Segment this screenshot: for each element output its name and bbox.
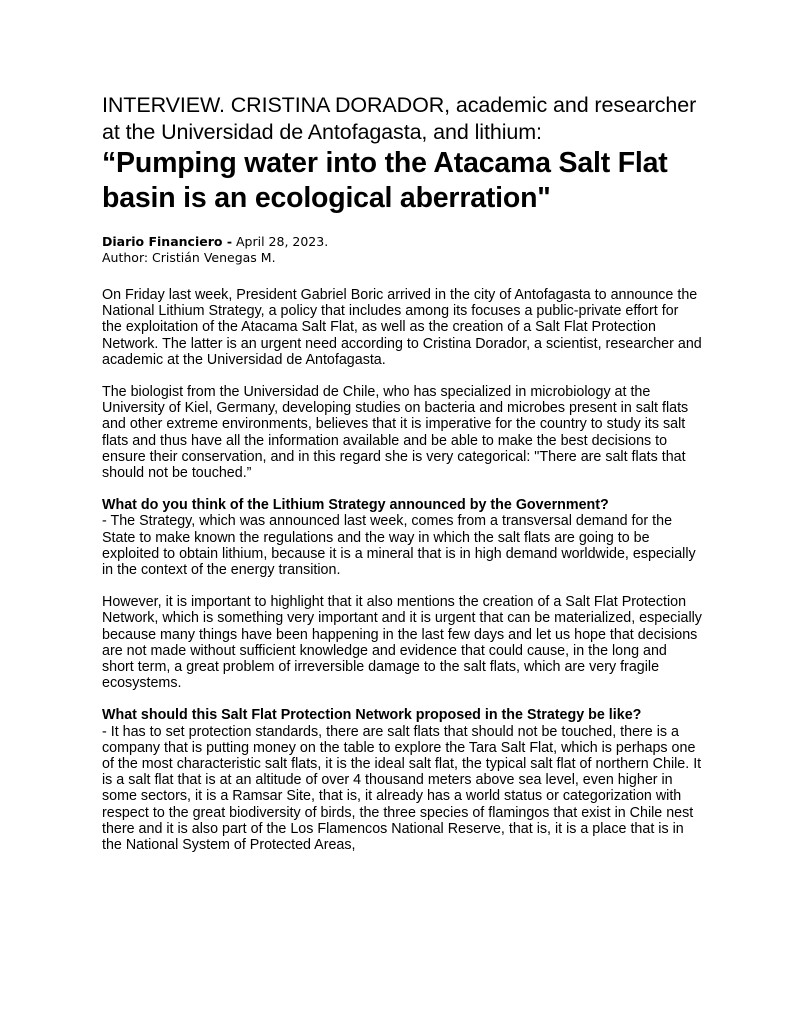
article-headline: “Pumping water into the Atacama Salt Flat basin is an ecological aberration" — [102, 147, 668, 214]
interview-answer: - It has to set protection standards, there are salt flats that should not be touched, there is a company that is putting money on the table to explore the Tara Salt Flat, which is perhaps one of the most characteristic salt flats, it is the ideal salt flat, the typical salt flat of northern Chile. It is a salt flat that is at an altitude of over 4 thousand meters above sea level, even higher in some sectors, it is a Ramsar Site, that is, it already has a world status or categorization with respect to the great biodiversity of birds, the three species of flamingos that exist in Chile nest there and it is also part of the Los Flamencos National Reserve, that is, it is a place that is in the National System of Protected Areas, — [102, 723, 702, 854]
interview-answer: However, it is important to highlight that it also mentions the creation of a Salt Flat Protection Network, which is something very important and it is urgent that can be materialized, especially because many things have been happening in the last few days and let us hope that decisions are not made without sufficient knowledge and evidence that could cause, in the long and short term, a great problem of irreversible damage to the salt flats, which are very fragile ecosystems. — [102, 594, 702, 692]
byline — [102, 234, 702, 266]
interview-question: What do you think of the Lithium Strategy announced by the Government? — [102, 497, 609, 514]
interview-answer: - The Strategy, which was announced last week, comes from a transversal demand for the State to make known the regulations and the way in which the salt flats are going to be exploited to obtain lithium, because it is a mineral that is in high demand worldwide, especially in the context of the energy transition. — [102, 513, 696, 579]
paragraph: The biologist from the Universidad de Chile, who has specialized in microbiology at the University of Kiel, Germany, developing studies on bacteria and microbes present in salt flats and other extreme environments, believes that it is imperative for the country to study its salt flats and thus have all the information available and be able to make the best decisions to ensure their conservation, and in this regard she is very categorical: "There are salt flats that should not be touched.” — [102, 384, 689, 482]
source-line — [102, 234, 702, 250]
source-name: Diario Financiero - — [102, 234, 233, 249]
article-kicker: INTERVIEW. CRISTINA DORADOR, academic and researcher at the Universidad de Antofagasta, and lithium: — [102, 93, 697, 144]
interview-question: What should this Salt Flat Protection Network proposed in the Strategy be like? — [102, 707, 642, 724]
author-line: Author: Cristián Venegas M. — [102, 250, 276, 265]
paragraph: On Friday last week, President Gabriel Boric arrived in the city of Antofagasta to announce the National Lithium Strategy, a policy that includes among its focuses a public-private effort for the exploitation of the Atacama Salt Flat, as well as the creation of a Salt Flat Protection Network. The latter is an urgent need according to Cristina Dorador, a scientist, researcher and academic at the Universidad de Antofagasta. — [102, 287, 702, 368]
article — [102, 92, 702, 869]
publication-date: April 28, 2023. — [232, 234, 329, 249]
